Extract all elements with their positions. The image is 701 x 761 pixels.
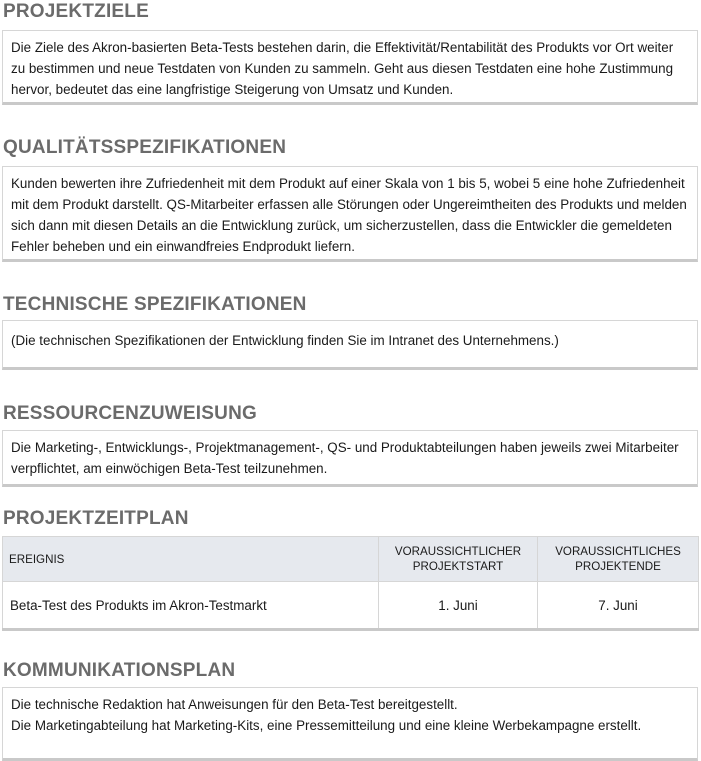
cell-ereignis: Beta-Test des Produkts im Akron-Testmarkt [3,582,379,630]
header-projektstart: VORAUSSICHTLICHER PROJEKTSTART [379,537,538,582]
section-title-projektziele: PROJEKTZIELE [3,1,149,22]
cell-projektende: 7. Juni [538,582,699,630]
table-row [3,582,699,630]
section-title-projektzeitplan: PROJEKTZEITPLAN [3,508,189,529]
kommunikationsplan-box [2,687,698,761]
qualitaetsspezifikationen-text: Kunden bewerten ihre Zufriedenheit mit dem Produkt auf einer Skala von 1 bis 5, wobei 5 eine hohe Zufriedenheit mit dem Produkt darstellt. QS-Mitarbeiter erfassen alle Störungen oder Ungereimtheiten des Produkts und melden sich dann mit diesen Details an die Entwicklung zurück, um sicherzustellen, dass die Entwickler die gemeldeten Fehler beheben und ein einwandfreies Endprodukt liefern. [11,176,687,254]
table-header-row [3,537,699,582]
header-projektende: VORAUSSICHTLICHES PROJEKTENDE [538,537,699,582]
section-title-technische-spezifikationen: TECHNISCHE SPEZIFIKATIONEN [3,294,307,315]
section-title-kommunikationsplan: KOMMUNIKATIONSPLAN [3,660,236,681]
qualitaetsspezifikationen-box [2,166,698,262]
ressourcenzuweisung-box [2,430,698,487]
kommunikationsplan-line-1: Die technische Redaktion hat Anweisungen für den Beta-Test bereitgestellt. [11,697,458,712]
technische-spezifikationen-box [2,320,698,370]
section-title-ressourcenzuweisung: RESSOURCENZUWEISUNG [3,403,257,424]
projektziele-box [2,30,698,105]
ressourcenzuweisung-text: Die Marketing-, Entwicklungs-, Projektmanagement-, QS- und Produktabteilungen haben jeweils zwei Mitarbeiter verpflichtet, am einwöchigen Beta-Test teilzunehmen. [11,440,679,476]
projektzeitplan-table [2,536,699,631]
header-ereignis: EREIGNIS [3,537,379,582]
cell-projektstart: 1. Juni [379,582,538,630]
kommunikationsplan-line-2: Die Marketingabteilung hat Marketing-Kits, eine Pressemitteilung und eine kleine Werbekampagne erstellt. [11,718,642,733]
technische-spezifikationen-text: (Die technischen Spezifikationen der Entwicklung finden Sie im Intranet des Unternehmens.) [11,333,559,348]
projektziele-text: Die Ziele des Akron-basierten Beta-Tests bestehen darin, die Effektivität/Rentabilität des Produkts vor Ort weiter zu bestimmen und neue Testdaten von Kunden zu sammeln. Geht aus diesen Testdaten eine hohe Zustimmung hervor, bedeutet das eine langfristige Steigerung von Umsatz und Kunden. [11,40,674,97]
section-title-qualitaetsspezifikationen: QUALITÄTSSPEZIFIKATIONEN [3,137,287,158]
